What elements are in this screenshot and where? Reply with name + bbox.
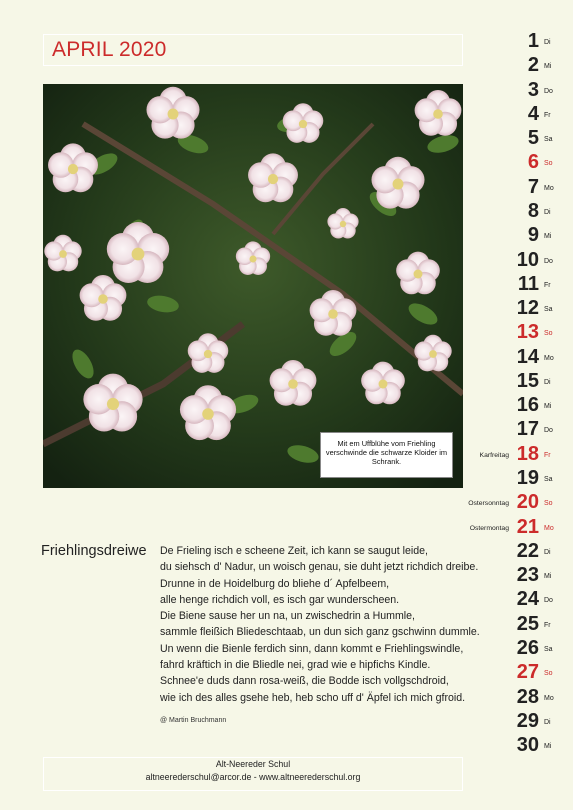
day-row [515,321,571,345]
weekday-label: Di [544,548,551,556]
day-row [515,224,571,248]
weekday-label: Sa [544,476,553,484]
weekday-label: Mi [544,573,552,581]
day-number: 19 [516,467,539,490]
day-row [479,442,571,467]
day-number: 30 [516,734,539,757]
poem-line: Schnee'e duds dann rosa-weiß, die Bodde isch vollgschdroid, [160,675,449,688]
weekday-label: Di [544,378,551,386]
day-number: 25 [516,612,539,635]
poem-title: Friehlingsdreiwe [41,543,147,559]
day-number: 17 [516,418,539,441]
day-row [515,249,571,273]
day-number: 10 [516,248,539,271]
day-row [515,394,571,418]
day-row [515,734,571,758]
day-row [515,370,571,394]
day-number: 2 [527,54,539,77]
weekday-label: Sa [544,646,553,653]
weekday-label: So [544,330,553,338]
weekday-label: Mo [544,354,554,362]
day-row [515,79,571,103]
holiday-label: Ostermontag [469,524,509,532]
footer [43,758,463,784]
day-row [515,588,571,612]
day-number: 18 [516,442,539,465]
day-row [515,540,571,564]
day-row [515,346,571,370]
day-row [515,273,571,297]
day-row [469,515,571,540]
weekday-label: Fr [544,111,551,119]
day-number: 15 [516,369,539,392]
day-number: 7 [527,175,539,198]
footer-contact: altneerederschul@arcor.de - www.altneerederschul.org [145,772,361,782]
day-number: 13 [516,321,539,344]
day-row [515,467,571,491]
day-row [515,151,571,175]
day-number: 22 [516,539,539,562]
weekday-label: Di [544,208,551,216]
poem-text [160,543,480,706]
day-number: 14 [516,345,539,368]
photo-caption: Mit em Uffblühe vom Friehling verschwinde die schwarze Kloider im Schrank. [320,432,453,478]
day-row [515,30,571,54]
day-row [515,103,571,127]
day-number: 20 [516,491,539,514]
weekday-label: Mi [544,63,552,71]
poem-line: sammle fleißich Bliedeschtaab, un dun sich ganz gschwinn dummle. [160,626,480,639]
weekday-label: Fr [544,621,551,629]
day-number: 27 [516,661,539,684]
poem-line: du siehsch d' Nadur, un woisch genau, sie duht jetzt richdich dreibe. [160,561,479,574]
day-row [468,491,571,515]
day-row [515,686,571,710]
weekday-label: Mi [544,233,552,241]
weekday-label: Mi [544,403,552,411]
day-number: 6 [527,151,539,174]
day-number: 21 [516,515,539,538]
day-number: 9 [527,224,539,247]
weekday-label: Sa [544,306,553,314]
day-row [515,710,571,734]
day-number: 1 [527,30,539,52]
day-row [515,176,571,200]
weekday-label: Di [544,718,551,726]
blossom-illustration [43,84,463,488]
poem-line: fahrd kräftich in die Bliedle nei, grad wie e hipfichs Kindle. [160,659,431,672]
day-row [515,418,571,442]
weekday-label: Di [544,39,551,46]
day-row [515,613,571,637]
poem-line: wie ich des alles gsehe heb, heb scho uff d' Äpfel ich mich gfroid. [160,691,466,704]
weekday-label: Mo [544,694,554,702]
weekday-label: Do [544,427,553,435]
day-row [515,200,571,224]
day-row [515,637,571,661]
day-number: 5 [527,127,539,150]
weekday-label: Sa [544,136,553,144]
poem-line: De Frieling isch e scheene Zeit, ich kann se saugut leide, [160,545,428,557]
poem-line: Un wenn die Bienle ferdich sinn, dann kommt e Friehlingswindle, [160,642,464,655]
weekday-label: Do [544,257,553,265]
day-row [515,564,571,588]
page-title: APRIL 2020 [52,38,167,61]
weekday-label: Mo [544,524,554,532]
day-number: 3 [527,78,539,101]
poem-line: Drunne in de Hoidelburg do bliehe d´ Apfelbeem, [160,577,390,590]
weekday-label: Mo [544,184,554,192]
poem-author: @ Martin Bruchmann [160,717,227,724]
day-row [515,54,571,78]
weekday-label: Mi [544,743,552,751]
poem-line: alle henge richdich voll, es isch gar wunderscheen. [160,593,400,606]
footer-name: Alt-Neereder Schul [215,759,291,769]
weekday-label: Fr [544,281,551,289]
weekday-label: Do [544,87,553,95]
day-number: 29 [516,709,539,732]
blossom-photo [43,84,463,488]
holiday-label: Ostersonntag [468,500,509,508]
day-row [515,127,571,151]
weekday-label: Fr [544,451,551,459]
day-number: 26 [516,637,539,659]
day-row [515,297,571,321]
day-number: 8 [527,199,539,222]
weekday-label: So [544,500,553,508]
weekday-label: So [544,670,553,678]
day-number: 28 [516,685,539,708]
day-number: 24 [516,588,539,611]
day-number: 12 [516,297,539,320]
weekday-label: So [544,160,553,168]
poem-line: Die Biene sause her un na, un zwischedrin a Hummle, [160,610,415,623]
holiday-label: Karfreitag [479,451,509,459]
day-number: 16 [516,394,539,417]
day-number: 23 [516,564,539,587]
day-number: 11 [517,272,539,295]
weekday-label: Do [544,597,553,605]
day-number: 4 [527,102,539,125]
day-row [515,661,571,685]
